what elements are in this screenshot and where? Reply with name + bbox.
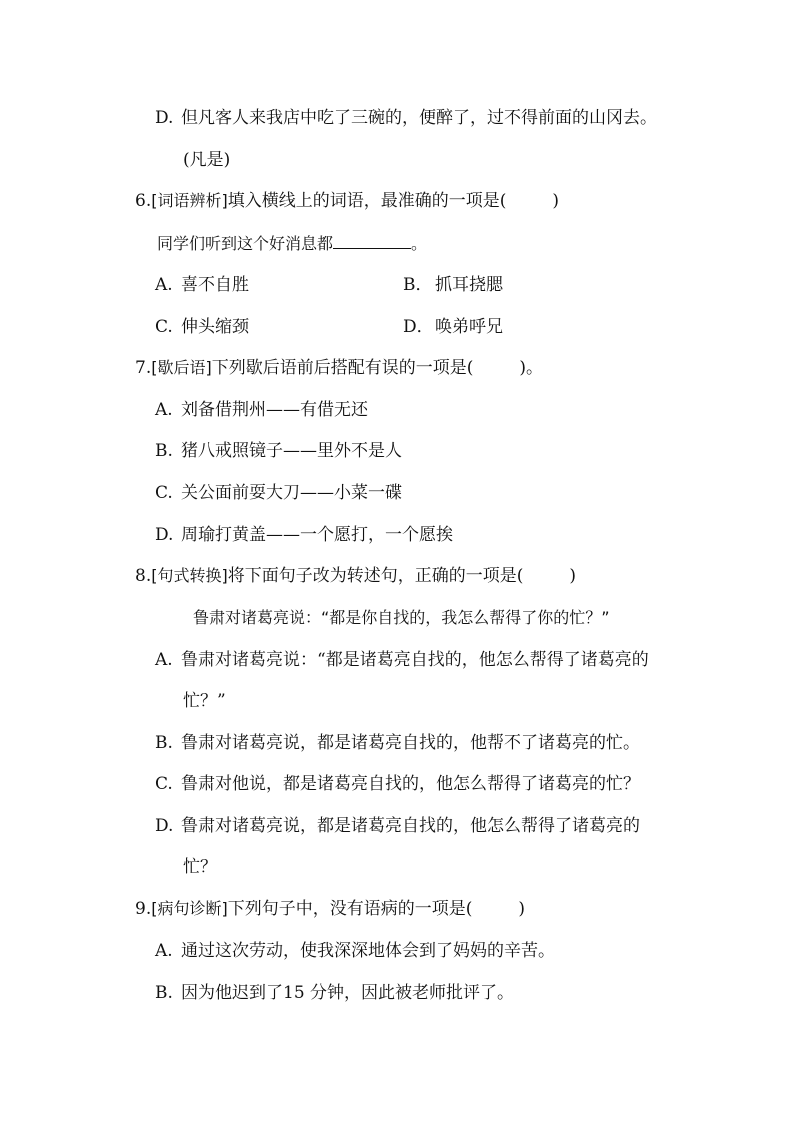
question-text: 填入横线上的词语，最准确的一项是( bbox=[227, 191, 507, 211]
close-paren: )。 bbox=[519, 358, 544, 378]
question-tag: [病句诊断] bbox=[151, 899, 228, 918]
option-text: 刘备借荆州——有借无还 bbox=[181, 400, 368, 420]
question-8-option-b bbox=[155, 732, 640, 754]
option-text-continued: 忙？” bbox=[183, 691, 226, 711]
close-paren: ) bbox=[569, 566, 577, 586]
option-note: (凡是) bbox=[183, 150, 231, 170]
option-text: 关公面前耍大刀——小菜一碟 bbox=[181, 483, 402, 503]
question-6-option-c bbox=[155, 316, 249, 338]
option-letter: A. bbox=[155, 941, 173, 961]
option-text: 鲁肃对诸葛亮说，都是诸葛亮自找的，他帮不了诸葛亮的忙。 bbox=[181, 733, 640, 753]
option-letter: A. bbox=[155, 275, 173, 295]
question-8-option-d bbox=[155, 815, 640, 837]
option-text: 唤弟呼兄 bbox=[435, 317, 503, 337]
option-letter: D. bbox=[155, 525, 174, 545]
option-letter: B. bbox=[155, 441, 173, 461]
option-letter: A. bbox=[155, 650, 173, 670]
question-7-option-d bbox=[155, 524, 453, 546]
question-6-option-d bbox=[403, 316, 503, 338]
question-number: 9. bbox=[135, 899, 152, 919]
option-text: 鲁肃对诸葛亮说，都是诸葛亮自找的，他怎么帮得了诸葛亮的 bbox=[181, 816, 640, 836]
question-7-option-b bbox=[155, 440, 402, 462]
option-text: 抓耳挠腮 bbox=[435, 275, 503, 295]
question-7-option-c bbox=[155, 482, 402, 504]
question-text: 将下面句子改为转述句，正确的一项是( bbox=[227, 566, 524, 586]
question-number: 6. bbox=[135, 191, 152, 211]
question-tag: [句式转换] bbox=[151, 566, 228, 585]
option-text: 猪八戒照镜子——里外不是人 bbox=[181, 441, 402, 461]
option-letter: B． bbox=[403, 275, 433, 295]
q5-option-d bbox=[155, 107, 657, 129]
question-7-stem bbox=[135, 357, 543, 379]
question-8-option-d-cont bbox=[183, 856, 217, 878]
option-text: 喜不自胜 bbox=[181, 275, 249, 295]
option-letter: D. bbox=[155, 816, 174, 836]
question-text: 下列歇后语前后搭配有误的一项是( bbox=[211, 358, 474, 378]
question-number: 7. bbox=[135, 358, 152, 378]
question-8-quote bbox=[193, 607, 610, 629]
option-text: 因为他迟到了15 分钟，因此被老师批评了。 bbox=[181, 983, 515, 1003]
option-text: 伸头缩颈 bbox=[181, 317, 249, 337]
option-letter: C. bbox=[155, 317, 173, 337]
question-6-option-a bbox=[155, 274, 249, 296]
option-letter: D． bbox=[403, 317, 434, 337]
quote-text: 鲁肃对诸葛亮说：“都是你自找的，我怎么帮得了你的忙？” bbox=[193, 608, 610, 627]
question-8-option-c bbox=[155, 773, 640, 795]
option-letter: A. bbox=[155, 400, 173, 420]
close-paren: ) bbox=[518, 899, 526, 919]
option-text: 鲁肃对诸葛亮说：“都是诸葛亮自找的，他怎么帮得了诸葛亮的 bbox=[181, 650, 649, 670]
question-9-option-b bbox=[155, 982, 514, 1004]
option-letter: B. bbox=[155, 733, 173, 753]
option-text-continued: 忙？ bbox=[183, 857, 217, 877]
option-text: 通过这次劳动，使我深深地体会到了妈妈的辛苦。 bbox=[181, 941, 555, 961]
option-letter: B. bbox=[155, 983, 173, 1003]
fill-in-blank[interactable] bbox=[333, 232, 411, 249]
question-9-option-a bbox=[155, 940, 555, 962]
question-tag: [歇后语] bbox=[151, 358, 212, 377]
question-8-option-a-cont bbox=[183, 690, 226, 712]
question-tag: [词语辨析] bbox=[151, 191, 228, 210]
option-text: 鲁肃对他说，都是诸葛亮自找的，他怎么帮得了诸葛亮的忙？ bbox=[181, 774, 640, 794]
question-7-option-a bbox=[155, 399, 368, 421]
option-letter: C. bbox=[155, 483, 173, 503]
option-text: 周瑜打黄盖——一个愿打，一个愿挨 bbox=[181, 525, 453, 545]
q5-option-d-note bbox=[183, 149, 230, 171]
question-text: 下列句子中，没有语病的一项是( bbox=[227, 899, 473, 919]
option-letter: C. bbox=[155, 774, 173, 794]
question-8-option-a bbox=[155, 649, 649, 671]
option-text: 但凡客人来我店中吃了三碗的，便醉了，过不得前面的山冈去。 bbox=[181, 108, 657, 128]
question-6-option-b bbox=[403, 274, 503, 296]
question-6-stem bbox=[135, 190, 559, 212]
close-paren: ) bbox=[552, 191, 560, 211]
option-letter: D. bbox=[155, 108, 174, 128]
question-number: 8. bbox=[135, 566, 152, 586]
question-8-stem bbox=[135, 565, 576, 587]
sentence-end: 。 bbox=[411, 234, 428, 253]
sentence-text: 同学们听到这个好消息都 bbox=[157, 234, 334, 253]
question-6-sentence bbox=[157, 232, 427, 255]
question-9-stem bbox=[135, 898, 525, 920]
